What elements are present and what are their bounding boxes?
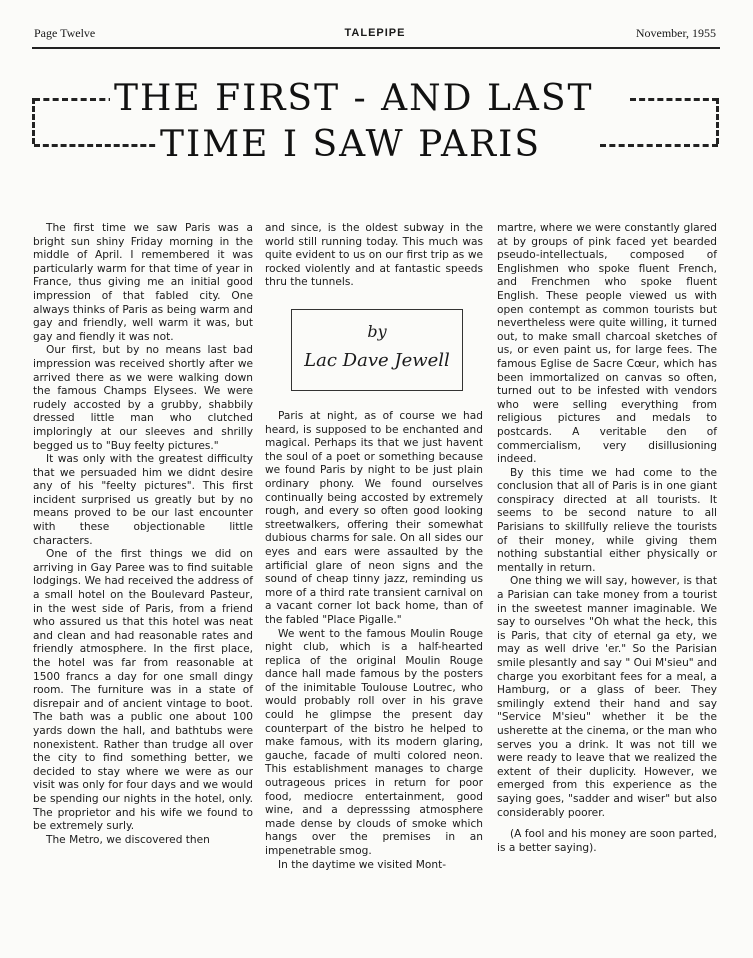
paragraph: Our first, but by no means last bad impression was received shortly after we arrived there as we were walking down the famous Champs Elysees. We were rudely accosted by a grubby, shabbily dressed little man who clutched imploringly at our sleeves and shrilly begged us to "Buy feelty pictures." (33, 344, 253, 452)
article-column-2-bottom (265, 410, 483, 872)
paragraph: martre, where we were constantly glared at by groups of pink faced yet bearded pseudo-intellectuals, composed of Englishmen who spoke fluent French, and Frenchmen who spoke fluent English. These people viewed us with open contempt as common tourists but nevertheless were quite willing, it turned out, to make small charcoal sketches of us, or even paint us, for large fees. The famous Eglise de Sacre Cœur, which has been immortalized on canvas so often, turned out to be infested with vendors who were selling everything from religious pictures and medals to postcards. A veritable den of commercialism, very disillusioning indeed. (497, 222, 717, 466)
header-rule (32, 47, 720, 49)
article-column-2-top (265, 222, 483, 290)
page-number: Page Twelve (34, 26, 96, 40)
paragraph: We went to the famous Moulin Rouge night club, which is a half-hearted replica of the original Moulin Rouge dance hall made famous by the posters of the inimitable Toulouse Loutrec, who would probably roll over in his grave could he glimpse the present day counterpart of the bistro he helped to make famous, with its modern glaring, gauche, facade of multi colored neon. This establishment manages to charge outrageous prices in return for poor food, mediocre entertainment, good wine, and a depresssing atmosphere made dense by clouds of smoke which hangs over the premises in an impenetrable smog. (265, 627, 483, 857)
paragraph: Paris at night, as of course we had heard, is supposed to be enchanted and magical. Perhaps its that we just havent the soul of a poet or something because we found Paris by night to be just plain ordinary phony. We found ourselves continually being accosted by extremely rough, and every so often good looking streetwalkers, offering their somewhat dubious charms for sale. On all sides our eyes and ears were assaulted by the artificial glare of neon signs and the sound of cheap tinny jazz, reminding us more of a third rate transient carnival on a vacant corner lot back home, than of the fabled "Place Pigalle." (265, 410, 483, 626)
paragraph: By this time we had come to the conclusion that all of Paris is in one giant conspiracy directed at all tourists. It seems to be second nature to all Parisians to skillfully relieve the tourists of their money, while giving them nothing substantial either physically or mentally in return. (497, 466, 717, 574)
paragraph: One thing we will say, however, is that a Parisian can take money from a tourist in the sweetest manner imaginable. We say to ourselves "Oh what the heck, this is Paris, that city of eternal ga ety, we may as well drive 'er." So the Parisian smile plesantly and say " Oui M'sieu" and charge you exorbitant fees for a meal, a Hamburg, or a glass of beer. They smilingly extend their hand and say "Service M'sieu" whether it be the usherette at the cinema, or the man who serves you a drink. It was not till we were ready to leave that we realized the extent of their duplicity. However, we emerged from this experience as the saying goes, "sadder and wiser" but also considerably poorer. (497, 575, 717, 819)
paragraph: and since, is the oldest subway in the world still running today. This much was quite evident to us on our first trip as we rocked violently and at fantastic speeds thru the tunnels. (265, 222, 483, 289)
article-title (30, 76, 722, 176)
paragraph: It was only with the greatest difficulty that we persuaded him we didnt desire any of his "feelty pictures". This first incident surprised us greatly but by no means proved to be our last encounter with these objectionable little characters. (33, 453, 253, 547)
title-line-1: THE FIRST - AND LAST (110, 76, 598, 121)
article-column-1 (33, 222, 253, 847)
paragraph: The first time we saw Paris was a bright sun shiny Friday morning in the middle of April. I remembered it was particularly warm for that time of year in France, thus giving me an initial good impression of that fabled city. One always thinks of Paris as being warm and gay and friendly, well warm it was, but gay and fiendly it was not. (33, 222, 253, 343)
author-name: Lac Dave Jewell (304, 350, 450, 371)
byline-by: by (367, 322, 387, 341)
article-column-3 (497, 222, 717, 855)
paragraph: In the daytime we visited Mont- (278, 858, 447, 871)
paragraph: One of the first things we did on arriving in Gay Paree was to find suitable lodgings. We had received the address of a small hotel on the Boulevard Pasteur, in the west side of Paris, from a friend who assured us that this hotel was neat and clean and had reasonable rates and friendly atmosphere. In the first place, the hotel was far from reasonable at 1500 francs a day for one small dingy room. The furniture was in a state of disrepair and of ancient vintage to boot. The bath was a public one about 100 yards down the hall, and bathtubs were nonexistent. Rather than trudge all over the city to find something better, we decided to stay where we were as our visit was only for four days and we would be spending our nights in the hotel, only. The proprietor and his wife we found to be extremely surly. (33, 548, 253, 833)
paragraph: (A fool and his money are soon parted, is a better saying). (497, 828, 717, 854)
title-line-2: TIME I SAW PARIS (156, 122, 545, 167)
publication-name: TALEPIPE (344, 27, 406, 39)
byline-box (291, 309, 463, 391)
issue-date: November, 1955 (635, 26, 716, 40)
paragraph: The Metro, we discovered then (46, 833, 210, 846)
